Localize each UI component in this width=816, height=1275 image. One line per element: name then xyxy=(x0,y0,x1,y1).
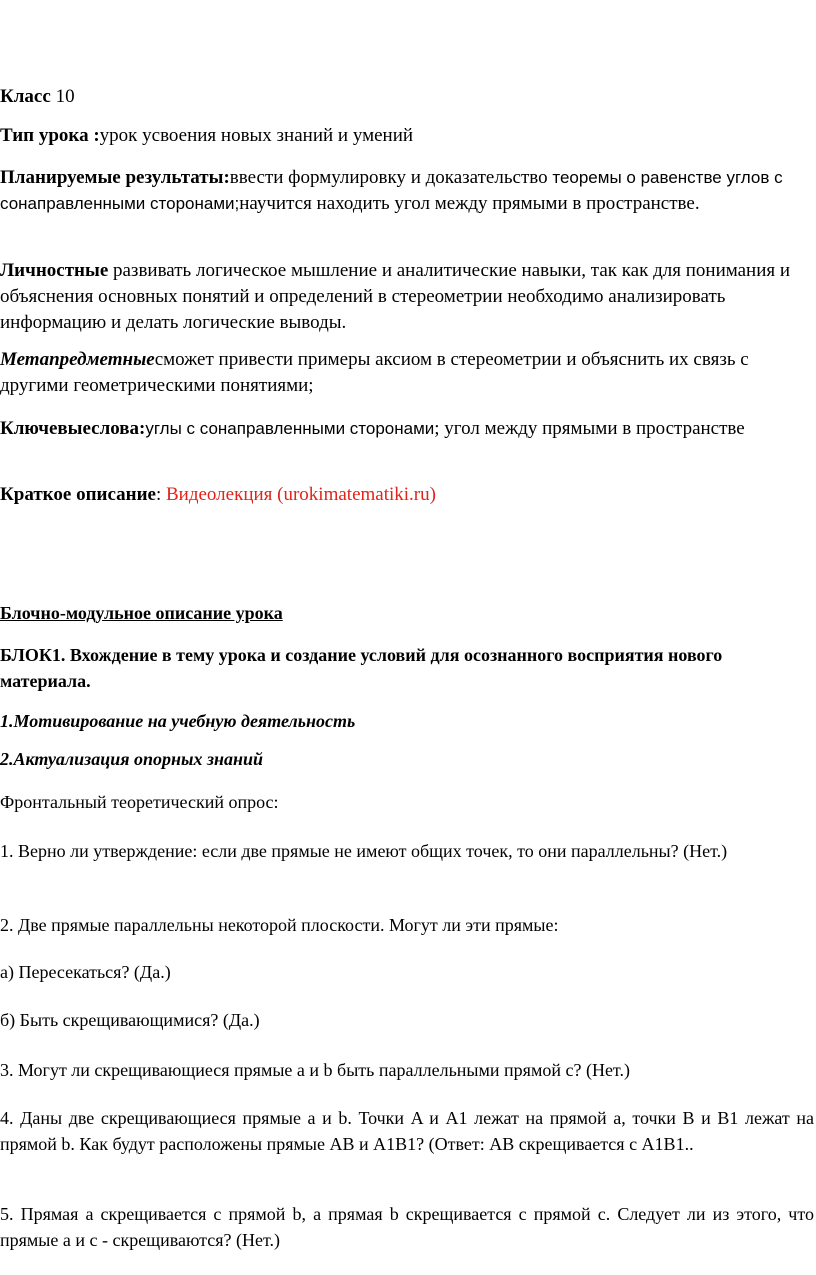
class-value: 10 xyxy=(50,86,75,107)
question-2a: а) Пересекаться? (Да.) xyxy=(0,962,171,982)
planned-results-value-c: научится находить угол между прямыми в пространстве. xyxy=(239,193,700,214)
personal-results xyxy=(0,258,814,336)
survey-intro: Фронтальный теоретический опрос: xyxy=(0,792,279,812)
planned-results-value-b: теоремы о равенстве углов с сонаправленными сторонами; xyxy=(0,168,783,213)
short-description xyxy=(0,482,814,508)
block1-title: БЛОК1. Вхождение в тему урока и создание условий для осознанного восприятия нового материала. xyxy=(0,645,723,691)
keywords-label: Ключевыеслова: xyxy=(0,418,146,439)
question-5: 5. Прямая a скрещивается с прямой b, а прямая b скрещивается с прямой c. Следует ли из этого, что прямые a и c - скрещиваются? (Нет.) xyxy=(0,1204,814,1250)
keywords-value-a: углы с сонаправленными сторонами xyxy=(145,419,435,438)
lesson-type-line xyxy=(0,123,814,149)
meta-value: сможет привести примеры аксиом в стереометрии и объяснить их связь с другими геометрическими понятиями; xyxy=(0,349,749,396)
step1-heading: 1.Мотивирование на учебную деятельность xyxy=(0,711,356,731)
keywords xyxy=(0,416,814,442)
meta-results xyxy=(0,347,814,399)
personal-label: Личностные xyxy=(0,260,109,281)
video-lecture-link[interactable]: Видеолекция (urokimatematiki.ru) xyxy=(165,484,436,505)
question-4: 4. Даны две скрещивающиеся прямые a и b. Точки A и A1 лежат на прямой a, точки B и B1 лежат на прямой b. Как будут расположены прямые AB и A1B1? (Ответ: AB скрещивается с A1B1.. xyxy=(0,1108,814,1154)
section-title: Блочно-модульное описание урока xyxy=(0,603,283,623)
planned-results xyxy=(0,165,814,217)
question-1: 1. Верно ли утверждение: если две прямые не имеют общих точек, то они параллельны? (Нет.) xyxy=(0,841,728,861)
class-line xyxy=(0,84,814,110)
step2-heading: 2.Актуализация опорных знаний xyxy=(0,749,264,769)
description-colon: : xyxy=(155,484,166,505)
question-2: 2. Две прямые параллельны некоторой плоскости. Могут ли эти прямые: xyxy=(0,915,559,935)
keywords-value-b: ; угол между прямыми в пространстве xyxy=(434,418,745,439)
question-3: 3. Могут ли скрещивающиеся прямые a и b быть параллельными прямой c? (Нет.) xyxy=(0,1060,630,1080)
question-2b: б) Быть скрещивающимися? (Да.) xyxy=(0,1010,260,1030)
planned-results-value-a: ввести формулировку и доказательство xyxy=(229,167,553,188)
personal-value: развивать логическое мышление и аналитические навыки, так как для понимания и объяснения основных понятий и определений в стереометрии необходимо анализировать информацию и делать логические выводы. xyxy=(0,260,791,333)
meta-label: Метапредметные xyxy=(0,349,155,370)
description-label: Краткое описание xyxy=(0,484,156,505)
planned-results-label: Планируемые результаты: xyxy=(0,167,230,188)
class-label: Класс xyxy=(0,86,51,107)
lesson-type-label: Тип урока : xyxy=(0,125,100,146)
lesson-type-value: урок усвоения новых знаний и умений xyxy=(99,125,414,146)
